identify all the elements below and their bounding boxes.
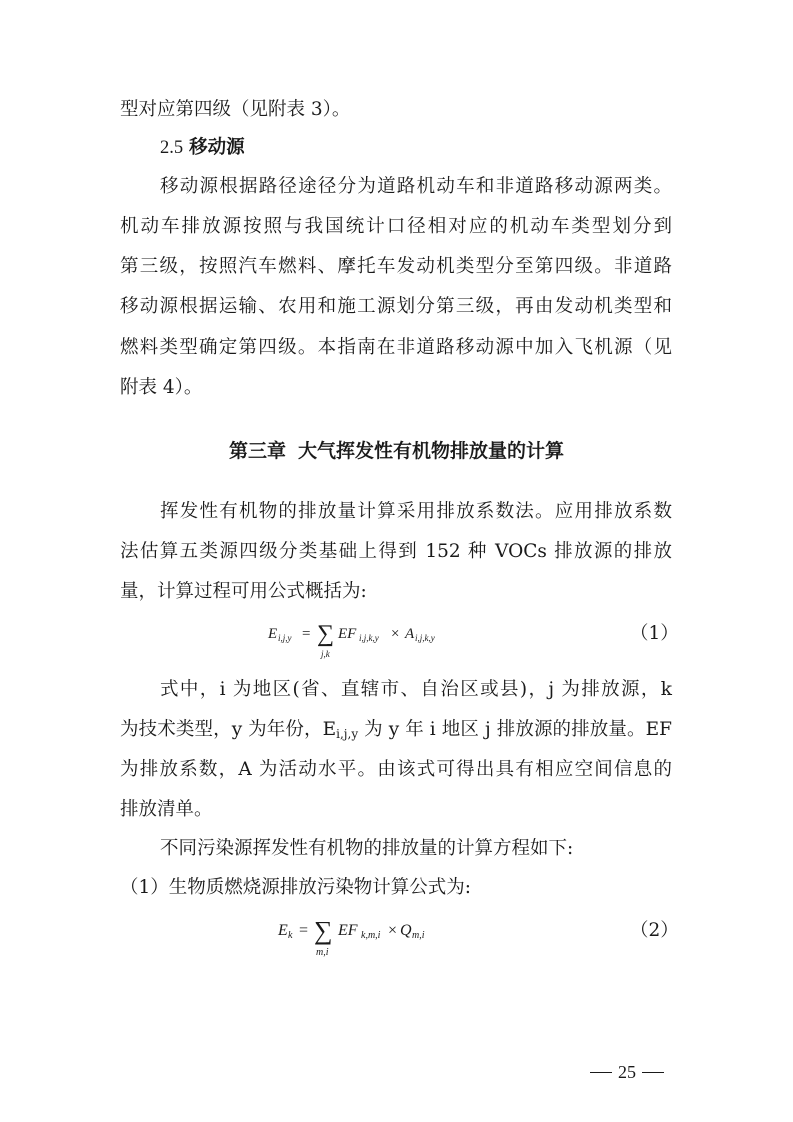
paragraph-line: 移动源根据运输、农用和施工源划分第三级，再由发动机类型和 xyxy=(120,296,672,317)
sum-subscript: j,k xyxy=(321,649,330,659)
formula-equals: = xyxy=(302,626,311,642)
formula-1 xyxy=(220,616,520,660)
formula-number: （2） xyxy=(630,920,679,941)
sum-symbol: ∑ xyxy=(314,916,333,945)
paragraph-line: 不同污染源挥发性有机物的排放量的计算方程如下: xyxy=(160,838,574,859)
formula-lhs-subscript: k xyxy=(288,930,293,941)
paragraph-line: 法估算五类源四级分类基础上得到 152 种 VOCs 排放源的排放 xyxy=(120,541,672,562)
formula-lhs: E xyxy=(268,626,278,642)
section-title: 移动源 xyxy=(189,137,245,158)
chapter-label: 第三章 xyxy=(228,440,286,462)
paragraph-line xyxy=(120,717,672,747)
footer-dash xyxy=(590,1072,612,1073)
page-footer xyxy=(590,1060,674,1084)
text-run: 为 y 年 i 地区 j 排放源的排放量。EF xyxy=(358,719,672,740)
paragraph-line: 移动源根据路径途径分为道路机动车和非道路移动源两类。 xyxy=(160,176,672,197)
paragraph-line: 排放清单。 xyxy=(120,799,213,820)
paragraph-line: 型对应第四级（见附表 3）。 xyxy=(120,99,351,120)
paragraph-line: 为排放系数，A 为活动水平。由该式可得出具有相应空间信息的 xyxy=(120,759,672,780)
paragraph-line: 附表 4）。 xyxy=(120,377,203,398)
formula-q: Q xyxy=(400,922,412,939)
sum-subscript: m,i xyxy=(316,947,329,958)
formula-lhs-subscript: i,j,y xyxy=(278,633,292,643)
formula-ef: EF xyxy=(338,626,357,642)
footer-dash xyxy=(642,1072,664,1073)
paragraph-line: 第三级，按照汽车燃料、摩托车发动机类型分至第四级。非道路 xyxy=(120,256,672,277)
sum-symbol: ∑ xyxy=(317,621,335,647)
formula-times: × xyxy=(391,626,400,642)
chapter-heading xyxy=(0,438,793,464)
formula-equals: = xyxy=(299,922,309,939)
formula-ef-subscript: i,j,k,y xyxy=(359,633,379,643)
subscript: i,j,y xyxy=(336,727,359,741)
formula-a: A xyxy=(405,626,415,642)
paragraph-line: 挥发性有机物的排放量计算采用排放系数法。应用排放系数 xyxy=(160,501,672,522)
section-number: 2.5 xyxy=(160,138,184,158)
paragraph-line: 式中，i 为地区(省、直辖市、自治区或县)，j 为排放源，k xyxy=(160,679,672,700)
formula-2 xyxy=(220,910,520,958)
section-heading xyxy=(160,135,245,161)
formula-q-subscript: m,i xyxy=(412,930,425,941)
text-run: 为技术类型，y 为年份，E xyxy=(120,719,337,740)
formula-ef: EF xyxy=(338,922,358,939)
page-number: 25 xyxy=(618,1062,636,1082)
paragraph-line: 机动车排放源按照与我国统计口径相对应的机动车类型划分到 xyxy=(120,216,672,237)
formula-number: （1） xyxy=(630,623,679,644)
formula-times: × xyxy=(388,922,398,939)
formula-ef-subscript: k,m,i xyxy=(361,930,381,941)
chapter-title: 大气挥发性有机物排放量的计算 xyxy=(298,440,565,462)
formula-a-subscript: i,j,k,y xyxy=(415,633,435,643)
paragraph-line: 量，计算过程可用公式概括为: xyxy=(120,581,367,602)
paragraph-line: 燃料类型确定第四级。本指南在非道路移动源中加入飞机源（见 xyxy=(120,337,672,358)
formula-lhs: E xyxy=(278,922,288,939)
list-item: （1）生物质燃烧源排放污染物计算公式为: xyxy=(120,877,472,898)
